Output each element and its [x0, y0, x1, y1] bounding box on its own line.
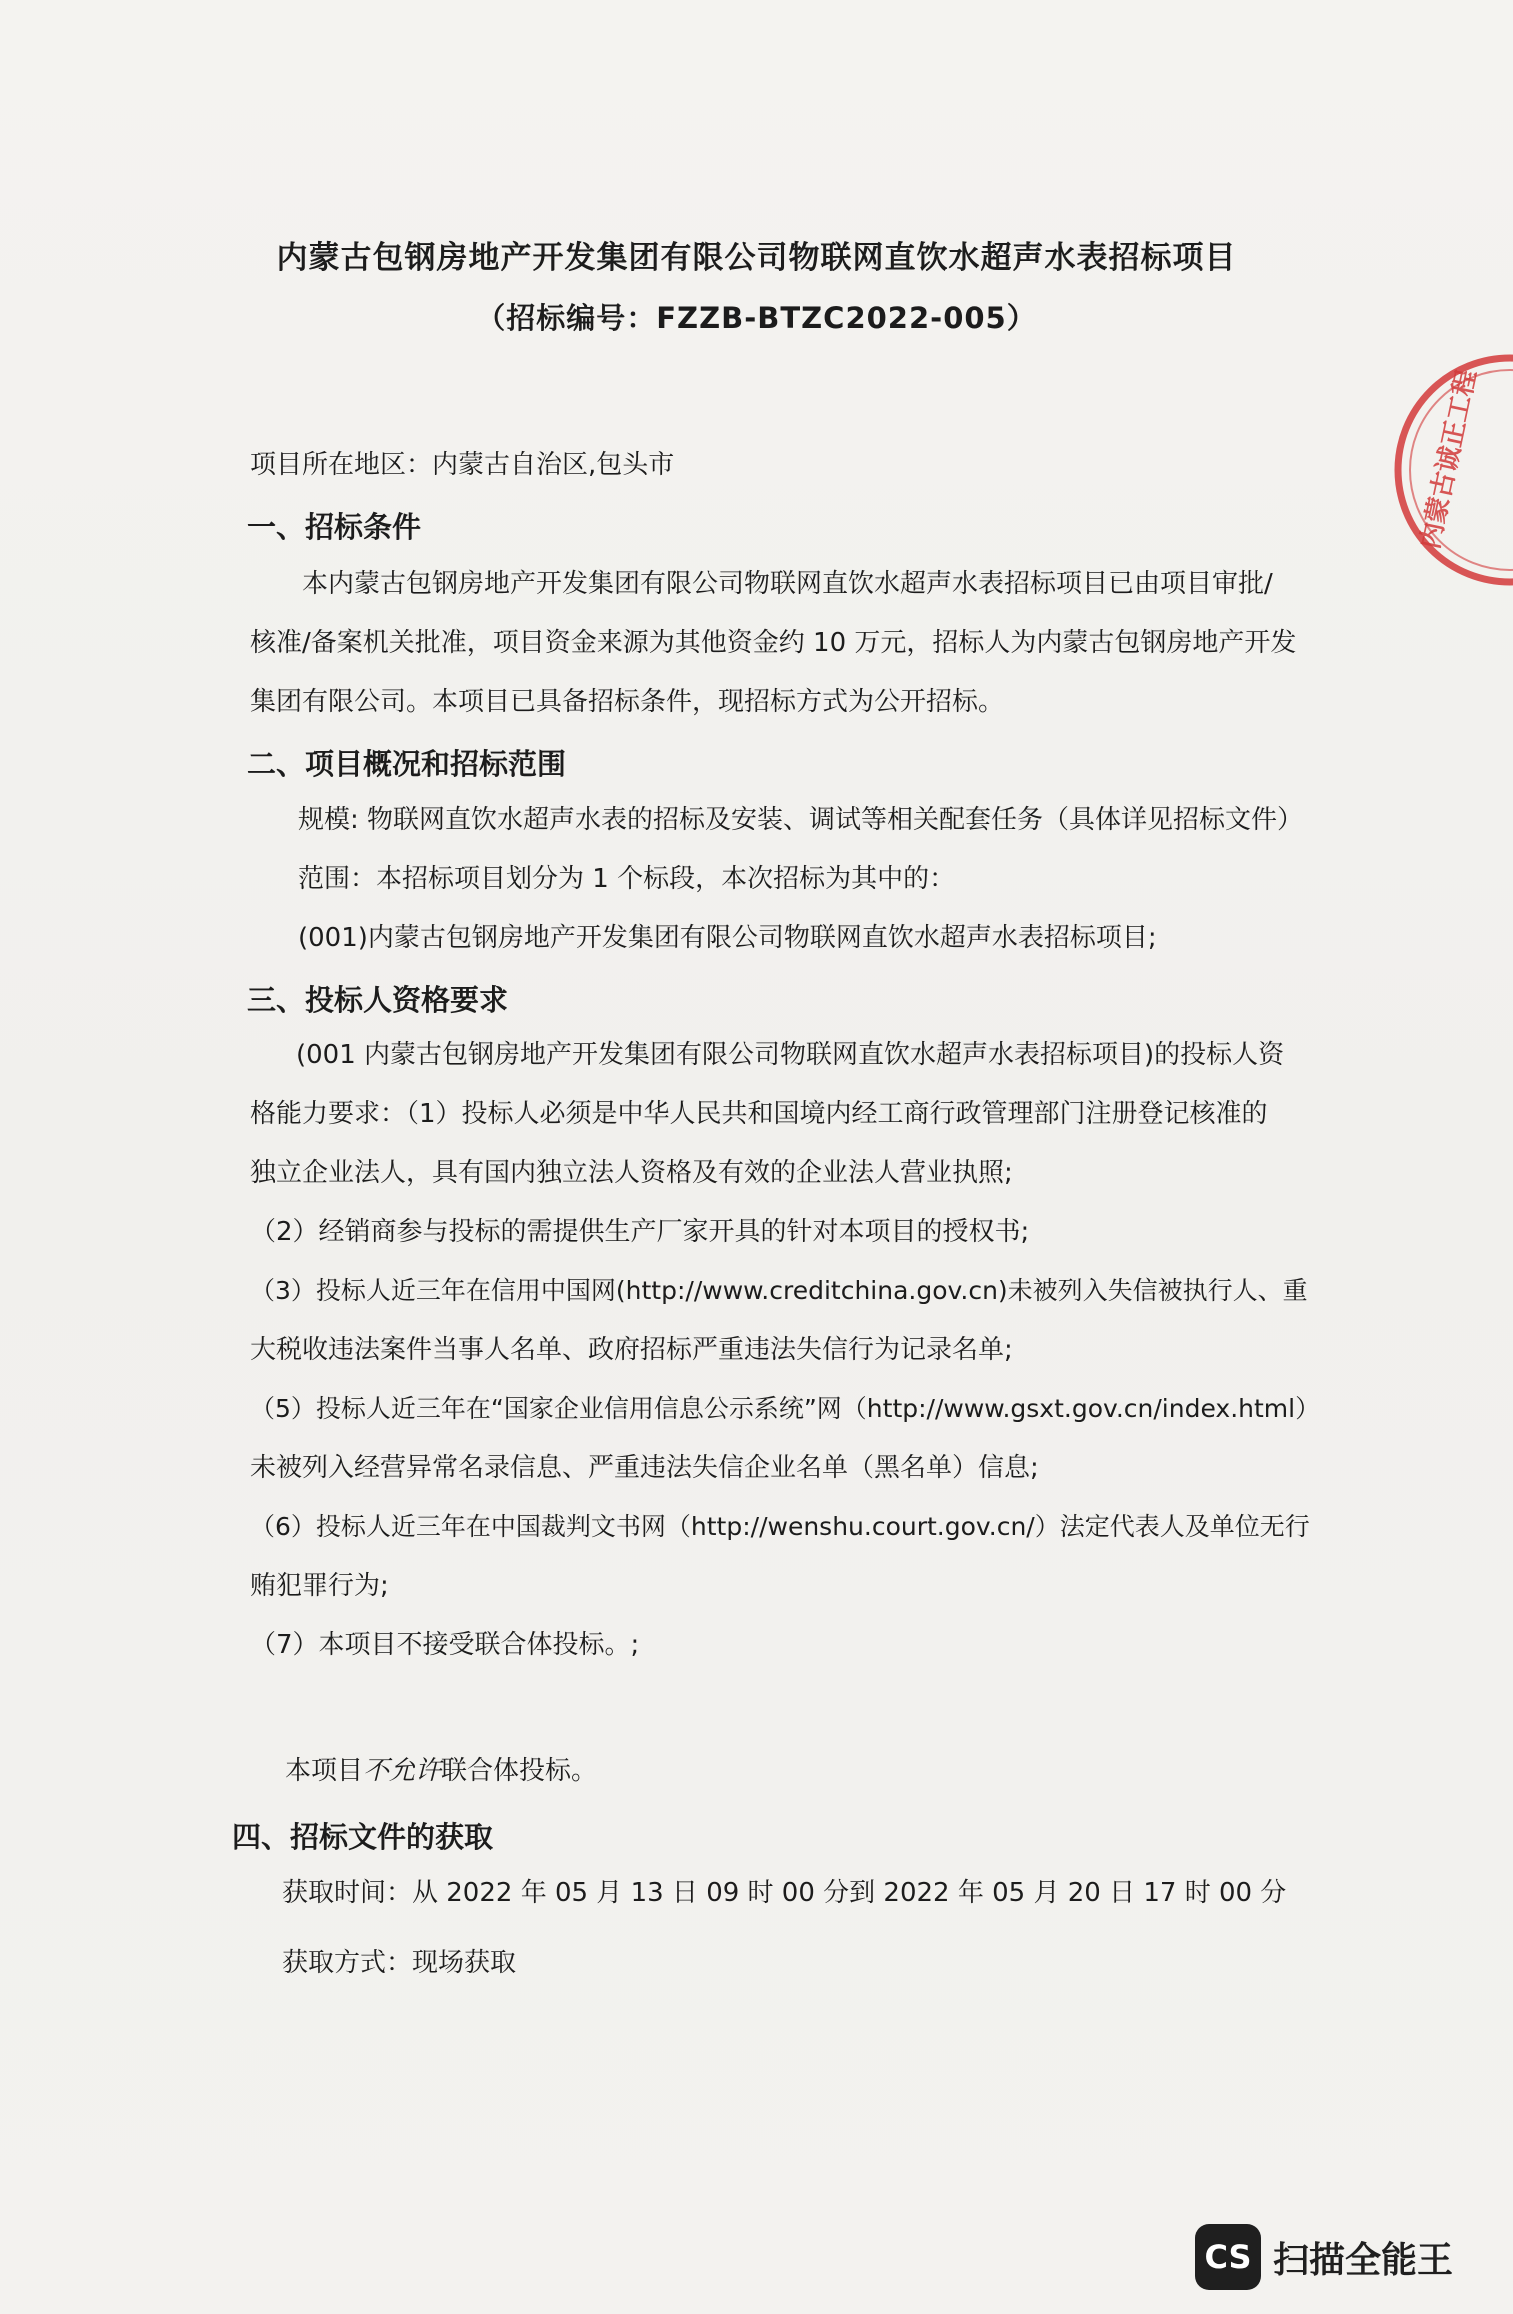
cs-logo-icon: CS: [1195, 2224, 1261, 2290]
bid-code: （招标编号：FZZB-BTZC2022-005）: [476, 301, 1037, 335]
camscanner-watermark: [1195, 2222, 1453, 2292]
section-heading-4: 四、招标文件的获取: [232, 1820, 494, 1854]
joint-bid-note: [285, 1754, 597, 1788]
s3-line-3: 独立企业法人，具有国内独立法人资格及有效的企业法人营业执照;: [250, 1158, 1013, 1188]
section-heading-3: 三、投标人资格要求: [247, 983, 509, 1017]
s2-line-3: (001)内蒙古包钢房地产开发集团有限公司物联网直饮水超声水表招标项目;: [298, 923, 1157, 953]
acquire-time: 获取时间：从 2022 年 05 月 13 日 09 时 00 分到 2022 年 05 月 20 日 17 时 00 分: [282, 1878, 1287, 1908]
s3-line-4: （2）经销商参与投标的需提供生产厂家开具的针对本项目的授权书;: [250, 1217, 1030, 1247]
svg-text:内蒙古诚正工程: 内蒙古诚正工程: [1415, 367, 1483, 552]
s2-line-2: 范围：本招标项目划分为 1 个标段，本次招标为其中的：: [298, 864, 956, 894]
s2-line-1: 规模: 物联网直饮水超声水表的招标及安装、调试等相关配套任务（具体详见招标文件）: [298, 805, 1304, 835]
joint-note-suffix: 联合体投标。: [441, 1756, 598, 1786]
app-name: 扫描全能王: [1273, 2239, 1454, 2281]
section-heading-1: 一、招标条件: [247, 510, 422, 544]
joint-note-italic: 不允许: [363, 1756, 442, 1786]
red-seal-stamp: [1380, 345, 1513, 595]
s3-line-5: （3）投标人近三年在信用中国网(http://www.creditchina.gov.cn)未被列入失信被执行人、重: [250, 1276, 1308, 1305]
joint-note-prefix: 本项目: [285, 1756, 364, 1786]
project-region: 项目所在地区：内蒙古自治区,包头市: [250, 450, 675, 480]
s3-line-1: (001 内蒙古包钢房地产开发集团有限公司物联网直饮水超声水表招标项目)的投标人资: [296, 1040, 1285, 1070]
s3-line-9: （6）投标人近三年在中国裁判文书网（http://wenshu.court.gov.cn/）法定代表人及单位无行: [250, 1512, 1310, 1541]
s3-line-11: （7）本项目不接受联合体投标。;: [250, 1630, 640, 1660]
acquire-method: 获取方式：现场获取: [282, 1948, 517, 1978]
s3-line-6: 大税收违法案件当事人名单、政府招标严重违法失信行为记录名单;: [250, 1335, 1013, 1365]
s3-line-2: 格能力要求：（1）投标人必须是中华人民共和国境内经工商行政管理部门注册登记核准的: [250, 1099, 1268, 1129]
s3-line-7: （5）投标人近三年在“国家企业信用信息公示系统”网（http://www.gsxt.gov.cn/index.html）: [250, 1394, 1321, 1423]
s1-line-3: 集团有限公司。本项目已具备招标条件，现招标方式为公开招标。: [250, 687, 1005, 717]
s3-line-10: 贿犯罪行为;: [250, 1571, 389, 1601]
document-title: 内蒙古包钢房地产开发集团有限公司物联网直饮水超声水表招标项目: [276, 240, 1237, 276]
s1-line-2: 核准/备案机关批准，项目资金来源为其他资金约 10 万元，招标人为内蒙古包钢房地产开发: [250, 628, 1297, 658]
s1-line-1: 本内蒙古包钢房地产开发集团有限公司物联网直饮水超声水表招标项目已由项目审批/: [302, 569, 1273, 599]
s3-line-8: 未被列入经营异常名录信息、严重违法失信企业名单（黑名单）信息;: [250, 1453, 1039, 1483]
section-heading-2: 二、项目概况和招标范围: [247, 747, 567, 781]
